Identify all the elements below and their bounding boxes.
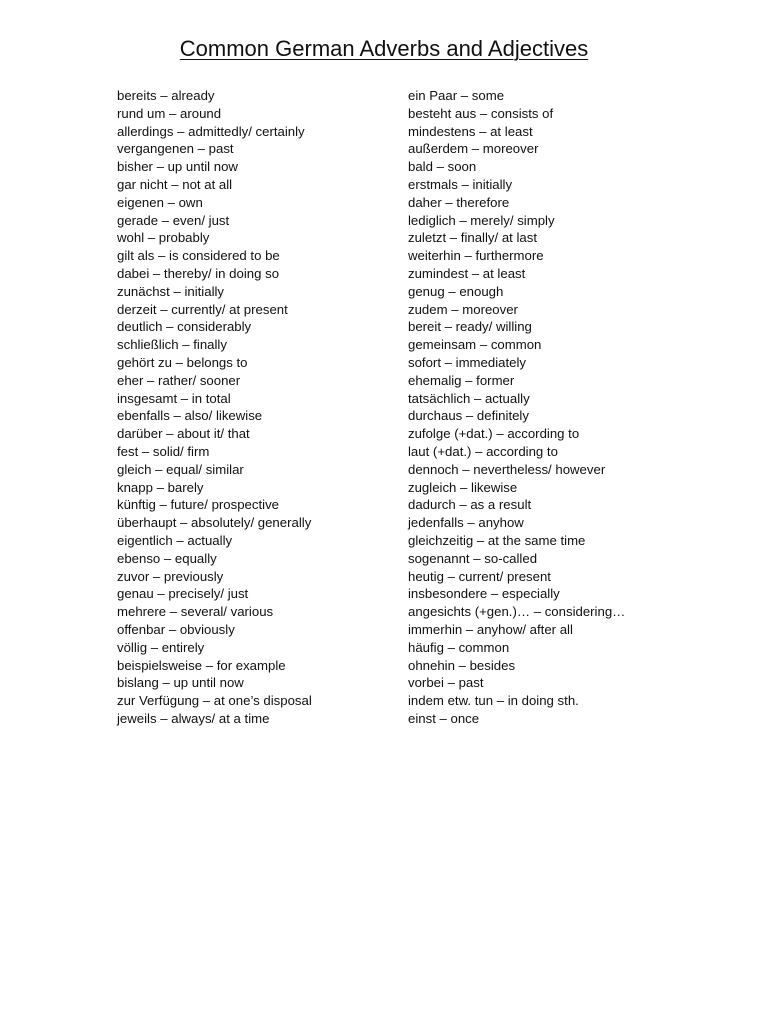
vocabulary-entry: indem etw. tun – in doing sth. (408, 693, 579, 709)
vocabulary-entry: zudem – moreover (408, 301, 518, 317)
vocabulary-entry: häufig – common (408, 639, 510, 655)
vocabulary-entry: genau – precisely/ just (117, 586, 249, 602)
vocabulary-entry: bereits – already (117, 88, 215, 103)
vocabulary-entry: beispielsweise – for example (117, 657, 286, 673)
vocabulary-entry: ehemalig – former (408, 372, 515, 388)
vocabulary-entry: immerhin – anyhow/ after all (408, 621, 573, 637)
page-title (0, 34, 768, 64)
vocabulary-entry: zuvor – previously (117, 568, 224, 584)
vocabulary-entry: tatsächlich – actually (408, 390, 530, 406)
vocabulary-entry: gemeinsam – common (408, 337, 542, 353)
vocabulary-entry: ebenso – equally (117, 550, 217, 566)
vocabulary-entry: überhaupt – absolutely/ generally (117, 515, 312, 531)
left-vocabulary-column (117, 87, 387, 728)
vocabulary-entry: darüber – about it/ that (117, 426, 250, 442)
vocabulary-entry: lediglich – merely/ simply (408, 212, 555, 228)
vocabulary-entry: außerdem – moreover (408, 141, 539, 157)
vocabulary-entry: ein Paar – some (408, 88, 505, 103)
vocabulary-entry: eher – rather/ sooner (117, 372, 241, 388)
vocabulary-entry: gar nicht – not at all (117, 176, 233, 192)
vocabulary-entry: mehrere – several/ various (117, 604, 274, 620)
vocabulary-entry: deutlich – considerably (117, 319, 252, 335)
vocabulary-entry: völlig – entirely (117, 639, 205, 655)
vocabulary-entry: vorbei – past (408, 675, 484, 691)
vocabulary-entry: gleich – equal/ similar (117, 461, 244, 477)
vocabulary-entry: besteht aus – consists of (408, 105, 554, 121)
vocabulary-entry: daher – therefore (408, 194, 510, 210)
vocabulary-entry: zunächst – initially (117, 283, 225, 299)
vocabulary-entry: allerdings – admittedly/ certainly (117, 123, 305, 139)
vocabulary-entry: ebenfalls – also/ likewise (117, 408, 263, 424)
vocabulary-entry: schließlich – finally (117, 337, 227, 353)
vocabulary-entry: genug – enough (408, 283, 504, 299)
vocabulary-entry: vergangenen – past (117, 141, 234, 157)
vocabulary-entry: eigenen – own (117, 194, 203, 210)
vocabulary-entry: angesichts (+gen.)… – considering… (408, 604, 626, 620)
vocabulary-entry: ohnehin – besides (408, 657, 516, 673)
vocabulary-entry: gerade – even/ just (117, 212, 230, 228)
vocabulary-entry: mindestens – at least (408, 123, 533, 139)
vocabulary-entry: laut (+dat.) – according to (408, 443, 558, 459)
vocabulary-entry: heutig – current/ present (408, 568, 551, 584)
vocabulary-entry: zufolge (+dat.) – according to (408, 426, 580, 442)
vocabulary-entry: offenbar – obviously (117, 621, 235, 637)
right-vocabulary-column (408, 87, 728, 728)
vocabulary-entry: durchaus – definitely (408, 408, 529, 424)
vocabulary-entry: zumindest – at least (408, 265, 526, 281)
vocabulary-entry: sogenannt – so-called (408, 550, 538, 566)
vocabulary-entry: rund um – around (117, 105, 222, 121)
vocabulary-entry: weiterhin – furthermore (408, 248, 544, 264)
vocabulary-entry: gleichzeitig – at the same time (408, 532, 586, 548)
vocabulary-entry: zur Verfügung – at one’s disposal (117, 693, 312, 709)
page-title-text: Common German Adverbs and Adjectives (179, 36, 589, 61)
vocabulary-entry: künftig – future/ prospective (117, 497, 280, 513)
vocabulary-entry: zugleich – likewise (408, 479, 518, 495)
vocabulary-entry: bald – soon (408, 159, 477, 175)
vocabulary-entry: dabei – thereby/ in doing so (117, 265, 280, 281)
vocabulary-entry: gehört zu – belongs to (117, 354, 248, 370)
vocabulary-entry: knapp – barely (117, 479, 204, 495)
vocabulary-entry: dennoch – nevertheless/ however (408, 461, 606, 477)
vocabulary-entry: insbesondere – especially (408, 586, 560, 602)
vocabulary-entry: gilt als – is considered to be (117, 248, 280, 264)
vocabulary-entry: jedenfalls – anyhow (408, 515, 524, 531)
vocabulary-entry: zuletzt – finally/ at last (408, 230, 538, 246)
vocabulary-entry: fest – solid/ firm (117, 443, 210, 459)
vocabulary-entry: bereit – ready/ willing (408, 319, 532, 335)
vocabulary-entry: insgesamt – in total (117, 390, 231, 406)
vocabulary-entry: sofort – immediately (408, 354, 526, 370)
vocabulary-entry: derzeit – currently/ at present (117, 301, 288, 317)
vocabulary-entry: erstmals – initially (408, 176, 513, 192)
vocabulary-entry: bisher – up until now (117, 159, 238, 175)
vocabulary-entry: dadurch – as a result (408, 497, 532, 513)
vocabulary-entry: jeweils – always/ at a time (117, 710, 270, 726)
vocabulary-entry: eigentlich – actually (117, 532, 233, 548)
vocabulary-entry: einst – once (408, 710, 480, 726)
vocabulary-entry: wohl – probably (117, 230, 210, 246)
vocabulary-entry: bislang – up until now (117, 675, 244, 691)
